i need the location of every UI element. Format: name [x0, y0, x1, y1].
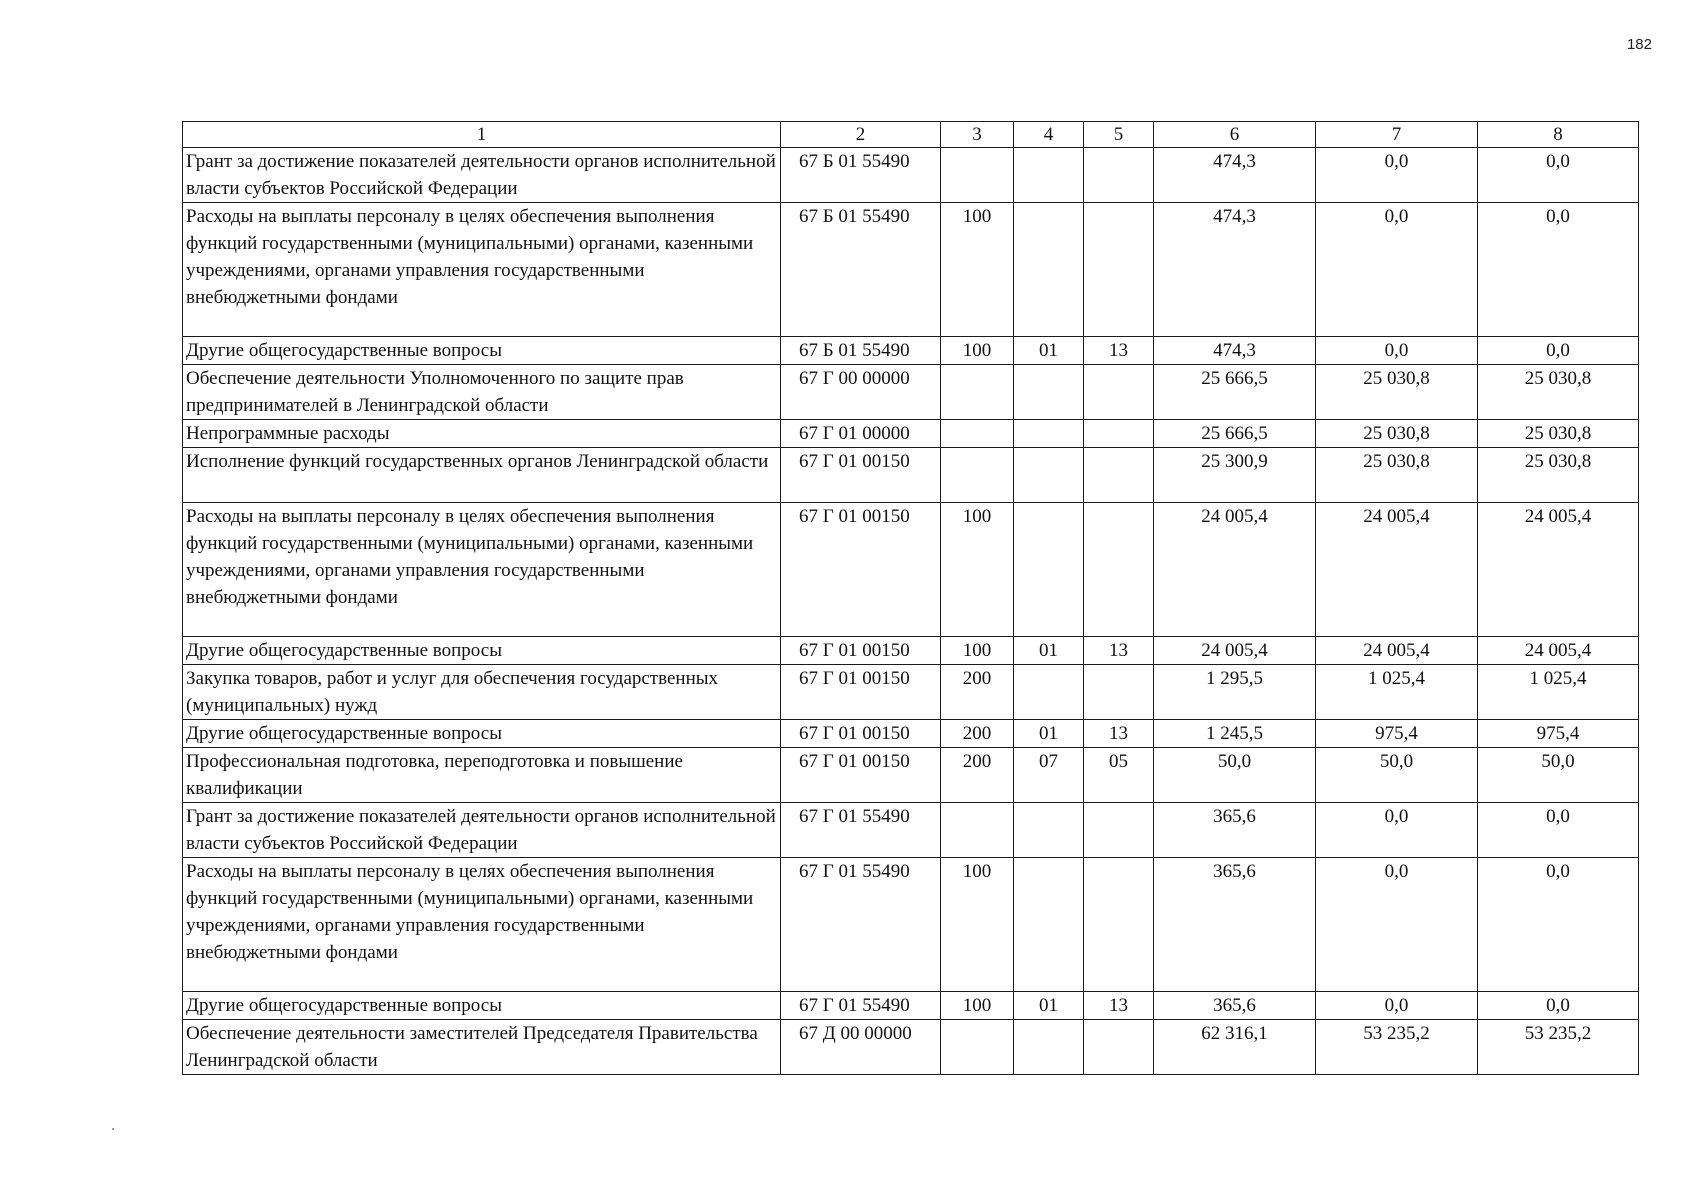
row-rz-cell: 01	[1014, 720, 1084, 748]
row-value-7-cell: 0,0	[1316, 203, 1478, 337]
row-pr-cell	[1084, 420, 1154, 448]
row-value-8-cell: 24 005,4	[1478, 637, 1639, 665]
row-value-7-cell: 975,4	[1316, 720, 1478, 748]
row-name-cell: Профессиональная подготовка, переподготовка и повышение квалификации	[183, 748, 781, 803]
row-name-cell: Расходы на выплаты персоналу в целях обеспечения выполнения функций государственными (муниципальными) органами, казенными учреждениями, органами управления государственными внебюджетными фондами	[183, 858, 781, 992]
row-pr-cell: 13	[1084, 720, 1154, 748]
row-value-8-cell: 0,0	[1478, 203, 1639, 337]
table-row	[183, 803, 1639, 858]
row-rz-cell	[1014, 858, 1084, 992]
table-header-row	[183, 122, 1639, 148]
row-value-7-cell: 25 030,8	[1316, 448, 1478, 503]
table-row	[183, 665, 1639, 720]
row-value-6-cell: 62 316,1	[1154, 1020, 1316, 1075]
row-pr-cell	[1084, 803, 1154, 858]
row-value-8-cell: 0,0	[1478, 858, 1639, 992]
row-value-8-cell: 0,0	[1478, 803, 1639, 858]
row-vr-cell	[941, 420, 1014, 448]
row-code-cell: 67 Г 01 00150	[781, 637, 941, 665]
row-value-7-cell: 24 005,4	[1316, 637, 1478, 665]
row-rz-cell	[1014, 1020, 1084, 1075]
row-rz-cell	[1014, 448, 1084, 503]
row-pr-cell	[1084, 148, 1154, 203]
row-value-6-cell: 474,3	[1154, 337, 1316, 365]
row-value-7-cell: 25 030,8	[1316, 420, 1478, 448]
row-value-6-cell: 365,6	[1154, 803, 1316, 858]
row-code-cell: 67 Г 01 00000	[781, 420, 941, 448]
row-value-6-cell: 25 666,5	[1154, 365, 1316, 420]
column-header-1: 1	[183, 122, 781, 148]
row-rz-cell	[1014, 503, 1084, 637]
row-value-7-cell: 25 030,8	[1316, 365, 1478, 420]
row-vr-cell	[941, 448, 1014, 503]
row-value-6-cell: 474,3	[1154, 148, 1316, 203]
row-value-6-cell: 474,3	[1154, 203, 1316, 337]
column-header-8: 8	[1478, 122, 1639, 148]
row-rz-cell: 01	[1014, 637, 1084, 665]
row-code-cell: 67 Г 01 55490	[781, 992, 941, 1020]
row-value-6-cell: 25 300,9	[1154, 448, 1316, 503]
row-vr-cell: 100	[941, 503, 1014, 637]
table-row	[183, 720, 1639, 748]
row-value-7-cell: 24 005,4	[1316, 503, 1478, 637]
row-rz-cell	[1014, 203, 1084, 337]
row-rz-cell: 01	[1014, 337, 1084, 365]
row-pr-cell	[1084, 203, 1154, 337]
row-rz-cell	[1014, 365, 1084, 420]
row-vr-cell: 100	[941, 858, 1014, 992]
row-value-8-cell: 25 030,8	[1478, 365, 1639, 420]
row-value-8-cell: 975,4	[1478, 720, 1639, 748]
row-value-6-cell: 1 245,5	[1154, 720, 1316, 748]
row-pr-cell	[1084, 858, 1154, 992]
table-row	[183, 858, 1639, 992]
row-vr-cell: 100	[941, 203, 1014, 337]
row-pr-cell	[1084, 665, 1154, 720]
row-vr-cell: 200	[941, 748, 1014, 803]
row-code-cell: 67 Г 01 00150	[781, 448, 941, 503]
row-name-cell: Грант за достижение показателей деятельности органов исполнительной власти субъектов Российской Федерации	[183, 148, 781, 203]
row-code-cell: 67 Г 01 55490	[781, 858, 941, 992]
column-header-5: 5	[1084, 122, 1154, 148]
row-name-cell: Расходы на выплаты персоналу в целях обеспечения выполнения функций государственными (муниципальными) органами, казенными учреждениями, органами управления государственными внебюджетными фондами	[183, 503, 781, 637]
row-code-cell: 67 Б 01 55490	[781, 337, 941, 365]
row-value-8-cell: 25 030,8	[1478, 420, 1639, 448]
row-value-7-cell: 0,0	[1316, 992, 1478, 1020]
row-code-cell: 67 Г 01 00150	[781, 503, 941, 637]
table-row	[183, 503, 1639, 637]
table-row	[183, 1020, 1639, 1075]
table-row	[183, 448, 1639, 503]
row-name-cell: Грант за достижение показателей деятельности органов исполнительной власти субъектов Российской Федерации	[183, 803, 781, 858]
row-value-7-cell: 0,0	[1316, 337, 1478, 365]
row-pr-cell	[1084, 503, 1154, 637]
row-code-cell: 67 Б 01 55490	[781, 203, 941, 337]
row-value-7-cell: 50,0	[1316, 748, 1478, 803]
row-code-cell: 67 Г 01 00150	[781, 748, 941, 803]
budget-table	[182, 121, 1639, 1075]
row-name-cell: Другие общегосударственные вопросы	[183, 637, 781, 665]
row-value-6-cell: 50,0	[1154, 748, 1316, 803]
row-value-7-cell: 0,0	[1316, 858, 1478, 992]
row-vr-cell	[941, 1020, 1014, 1075]
row-value-6-cell: 24 005,4	[1154, 637, 1316, 665]
row-value-6-cell: 1 295,5	[1154, 665, 1316, 720]
table-body	[183, 148, 1639, 1075]
row-vr-cell	[941, 148, 1014, 203]
row-value-6-cell: 25 666,5	[1154, 420, 1316, 448]
row-rz-cell: 07	[1014, 748, 1084, 803]
table-row	[183, 365, 1639, 420]
row-name-cell: Исполнение функций государственных органов Ленинградской области	[183, 448, 781, 503]
row-code-cell: 67 Б 01 55490	[781, 148, 941, 203]
page-number: 182	[1626, 36, 1652, 53]
row-value-7-cell: 53 235,2	[1316, 1020, 1478, 1075]
row-pr-cell: 13	[1084, 637, 1154, 665]
table-row	[183, 148, 1639, 203]
row-name-cell: Непрограммные расходы	[183, 420, 781, 448]
row-value-8-cell: 0,0	[1478, 337, 1639, 365]
row-code-cell: 67 Г 01 00150	[781, 720, 941, 748]
row-rz-cell	[1014, 803, 1084, 858]
row-name-cell: Другие общегосударственные вопросы	[183, 337, 781, 365]
row-pr-cell	[1084, 1020, 1154, 1075]
row-code-cell: 67 Г 00 00000	[781, 365, 941, 420]
row-name-cell: Обеспечение деятельности Уполномоченного по защите прав предпринимателей в Ленинградской области	[183, 365, 781, 420]
table-row	[183, 203, 1639, 337]
row-value-8-cell: 0,0	[1478, 992, 1639, 1020]
row-rz-cell	[1014, 420, 1084, 448]
row-pr-cell: 13	[1084, 992, 1154, 1020]
row-value-8-cell: 1 025,4	[1478, 665, 1639, 720]
row-vr-cell: 200	[941, 720, 1014, 748]
row-name-cell: Закупка товаров, работ и услуг для обеспечения государственных (муниципальных) нужд	[183, 665, 781, 720]
row-value-6-cell: 24 005,4	[1154, 503, 1316, 637]
column-header-7: 7	[1316, 122, 1478, 148]
row-pr-cell: 13	[1084, 337, 1154, 365]
row-rz-cell	[1014, 665, 1084, 720]
row-vr-cell: 100	[941, 637, 1014, 665]
row-value-8-cell: 25 030,8	[1478, 448, 1639, 503]
table-row	[183, 748, 1639, 803]
table-row	[183, 337, 1639, 365]
table-row	[183, 637, 1639, 665]
row-pr-cell	[1084, 448, 1154, 503]
row-code-cell: 67 Г 01 00150	[781, 665, 941, 720]
row-rz-cell: 01	[1014, 992, 1084, 1020]
column-header-4: 4	[1014, 122, 1084, 148]
row-code-cell: 67 Д 00 00000	[781, 1020, 941, 1075]
row-name-cell: Другие общегосударственные вопросы	[183, 720, 781, 748]
row-value-8-cell: 24 005,4	[1478, 503, 1639, 637]
row-vr-cell	[941, 365, 1014, 420]
column-header-3: 3	[941, 122, 1014, 148]
row-name-cell: Расходы на выплаты персоналу в целях обеспечения выполнения функций государственными (муниципальными) органами, казенными учреждениями, органами управления государственными внебюджетными фондами	[183, 203, 781, 337]
row-value-6-cell: 365,6	[1154, 858, 1316, 992]
column-header-2: 2	[781, 122, 941, 148]
row-pr-cell: 05	[1084, 748, 1154, 803]
row-value-6-cell: 365,6	[1154, 992, 1316, 1020]
row-value-8-cell: 50,0	[1478, 748, 1639, 803]
row-rz-cell	[1014, 148, 1084, 203]
row-pr-cell	[1084, 365, 1154, 420]
table-row	[183, 992, 1639, 1020]
row-value-8-cell: 0,0	[1478, 148, 1639, 203]
row-vr-cell: 100	[941, 337, 1014, 365]
row-value-7-cell: 1 025,4	[1316, 665, 1478, 720]
row-vr-cell: 100	[941, 992, 1014, 1020]
row-vr-cell	[941, 803, 1014, 858]
row-name-cell: Другие общегосударственные вопросы	[183, 992, 781, 1020]
scan-dot	[112, 1128, 114, 1130]
row-value-7-cell: 0,0	[1316, 803, 1478, 858]
row-value-7-cell: 0,0	[1316, 148, 1478, 203]
column-header-6: 6	[1154, 122, 1316, 148]
row-value-8-cell: 53 235,2	[1478, 1020, 1639, 1075]
table-row	[183, 420, 1639, 448]
row-code-cell: 67 Г 01 55490	[781, 803, 941, 858]
row-vr-cell: 200	[941, 665, 1014, 720]
row-name-cell: Обеспечение деятельности заместителей Председателя Правительства Ленинградской области	[183, 1020, 781, 1075]
